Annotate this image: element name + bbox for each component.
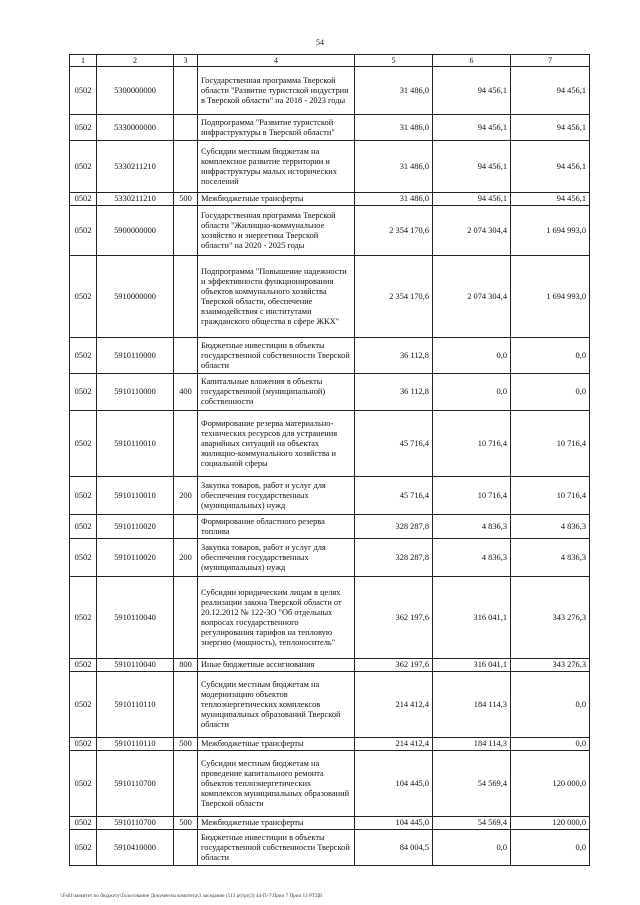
table-header-row: [70, 55, 590, 67]
item-name-cell: Субсидии юридическим лицам в целях реализации закона Тверской области от 20.12.2012 № 122-ЗО "Об отдельных вопросах государственного регулирования тарифов на тепловую энергию (мощность), теплоноситель": [198, 577, 355, 659]
column-header-2: 2: [97, 55, 174, 67]
expense-type-cell: [174, 411, 198, 477]
section-code-cell: 0502: [70, 830, 97, 866]
expense-type-cell: [174, 577, 198, 659]
section-code-cell: 0502: [70, 141, 97, 193]
item-name-cell: Государственная программа Тверской области "Жилищно-коммунальное хозяйство и энергетика Тверской области" на 2020 - 2025 годы: [198, 206, 355, 256]
section-code-cell: 0502: [70, 67, 97, 115]
item-name-cell: Бюджетные инвестиции в объекты государственной собственности Тверской области: [198, 338, 355, 374]
item-name-cell: Межбюджетные трансферты: [198, 817, 355, 830]
expense-type-cell: [174, 338, 198, 374]
budget-table: [69, 54, 590, 866]
item-name-cell: Межбюджетные трансферты: [198, 738, 355, 751]
table-row: [70, 817, 590, 830]
section-code-cell: 0502: [70, 751, 97, 817]
target-article-cell: 5910410000: [97, 830, 174, 866]
section-code-cell: 0502: [70, 515, 97, 539]
table-row: [70, 672, 590, 738]
table-row: [70, 374, 590, 411]
item-name-cell: Формирование областного резерва топлива: [198, 515, 355, 539]
section-code-cell: 0502: [70, 193, 97, 206]
target-article-cell: 5910110000: [97, 374, 174, 411]
column-header-6: 6: [433, 55, 511, 67]
item-name-cell: Субсидии местным бюджетам на проведение капитального ремонта объектов теплоэнергетических комплексов муниципальных образований Тверской области: [198, 751, 355, 817]
item-name-cell: Субсидии местным бюджетам на комплексное развитие территории и инфраструктуры малых исторических поселений: [198, 141, 355, 193]
column-header-5: 5: [355, 55, 433, 67]
target-article-cell: 5910110020: [97, 539, 174, 577]
table-row: [70, 206, 590, 256]
amount-year-3-cell: 4 836,3: [511, 539, 590, 577]
amount-year-2-cell: 94 456,1: [433, 141, 511, 193]
amount-year-1-cell: 328 287,8: [355, 515, 433, 539]
target-article-cell: 5910110700: [97, 751, 174, 817]
table-row: [70, 515, 590, 539]
amount-year-2-cell: 10 716,4: [433, 411, 511, 477]
table-row: [70, 477, 590, 515]
expense-type-cell: 400: [174, 374, 198, 411]
expense-type-cell: [174, 256, 198, 338]
section-code-cell: 0502: [70, 206, 97, 256]
amount-year-3-cell: 0,0: [511, 830, 590, 866]
amount-year-3-cell: 120 000,0: [511, 751, 590, 817]
section-code-cell: 0502: [70, 338, 97, 374]
amount-year-2-cell: 94 456,1: [433, 193, 511, 206]
target-article-cell: 5910110040: [97, 659, 174, 672]
amount-year-2-cell: 0,0: [433, 338, 511, 374]
amount-year-1-cell: 84 004,5: [355, 830, 433, 866]
amount-year-1-cell: 362 197,6: [355, 659, 433, 672]
amount-year-3-cell: 94 456,1: [511, 193, 590, 206]
table-row: [70, 141, 590, 193]
table-row: [70, 67, 590, 115]
amount-year-2-cell: 94 456,1: [433, 67, 511, 115]
amount-year-3-cell: 94 456,1: [511, 115, 590, 141]
expense-type-cell: [174, 67, 198, 115]
table-row: [70, 115, 590, 141]
amount-year-2-cell: 316 041,1: [433, 659, 511, 672]
section-code-cell: 0502: [70, 738, 97, 751]
expense-type-cell: 200: [174, 477, 198, 515]
file-path-footer: \\Fs01\комитет по бюджету\Голосование Документы комитета\3 заседание (513 pt)\pr(3) 44-П-7\Прил 7 Прил 13 РТЦВ: [60, 894, 323, 899]
table-row: [70, 338, 590, 374]
amount-year-3-cell: 0,0: [511, 338, 590, 374]
column-header-7: 7: [511, 55, 590, 67]
amount-year-3-cell: 1 694 993,0: [511, 206, 590, 256]
amount-year-1-cell: 45 716,4: [355, 477, 433, 515]
table-row: [70, 256, 590, 338]
target-article-cell: 5910110040: [97, 577, 174, 659]
target-article-cell: 5910110700: [97, 817, 174, 830]
section-code-cell: 0502: [70, 411, 97, 477]
target-article-cell: 5300000000: [97, 67, 174, 115]
item-name-cell: Капитальные вложения в объекты государственной (муниципальной) собственности: [198, 374, 355, 411]
expense-type-cell: [174, 672, 198, 738]
target-article-cell: 5910110000: [97, 338, 174, 374]
target-article-cell: 5330000000: [97, 115, 174, 141]
amount-year-3-cell: 0,0: [511, 672, 590, 738]
target-article-cell: 5910110110: [97, 738, 174, 751]
item-name-cell: Формирование резерва материально-технических ресурсов для устранения аварийных ситуаций на объектах жилищно-коммунального хозяйства и социальной сферы: [198, 411, 355, 477]
amount-year-2-cell: 184 114,3: [433, 738, 511, 751]
table-row: [70, 659, 590, 672]
amount-year-2-cell: 2 074 304,4: [433, 206, 511, 256]
amount-year-1-cell: 31 486,0: [355, 193, 433, 206]
section-code-cell: 0502: [70, 477, 97, 515]
amount-year-1-cell: 31 486,0: [355, 141, 433, 193]
amount-year-2-cell: 10 716,4: [433, 477, 511, 515]
expense-type-cell: 500: [174, 817, 198, 830]
amount-year-2-cell: 2 074 304,4: [433, 256, 511, 338]
amount-year-2-cell: 0,0: [433, 830, 511, 866]
amount-year-2-cell: 316 041,1: [433, 577, 511, 659]
target-article-cell: 5900000000: [97, 206, 174, 256]
item-name-cell: Иные бюджетные ассигнования: [198, 659, 355, 672]
section-code-cell: 0502: [70, 374, 97, 411]
expense-type-cell: [174, 515, 198, 539]
amount-year-3-cell: 10 716,4: [511, 411, 590, 477]
expense-type-cell: 500: [174, 193, 198, 206]
amount-year-3-cell: 94 456,1: [511, 67, 590, 115]
amount-year-3-cell: 0,0: [511, 738, 590, 751]
section-code-cell: 0502: [70, 577, 97, 659]
target-article-cell: 5910110110: [97, 672, 174, 738]
target-article-cell: 5330211210: [97, 193, 174, 206]
section-code-cell: 0502: [70, 672, 97, 738]
target-article-cell: 5330211210: [97, 141, 174, 193]
amount-year-2-cell: 54 569,4: [433, 817, 511, 830]
column-header-1: 1: [70, 55, 97, 67]
item-name-cell: Закупка товаров, работ и услуг для обеспечения государственных (муниципальных) нужд: [198, 477, 355, 515]
table-row: [70, 193, 590, 206]
section-code-cell: 0502: [70, 539, 97, 577]
target-article-cell: 5910000000: [97, 256, 174, 338]
amount-year-3-cell: 94 456,1: [511, 141, 590, 193]
table-row: [70, 830, 590, 866]
expense-type-cell: [174, 115, 198, 141]
amount-year-1-cell: 45 716,4: [355, 411, 433, 477]
item-name-cell: Субсидии местным бюджетам на модернизацию объектов теплоэнергетических комплексов муниципальных образований Тверской области: [198, 672, 355, 738]
amount-year-3-cell: 0,0: [511, 374, 590, 411]
item-name-cell: Бюджетные инвестиции в объекты государственной собственности Тверской области: [198, 830, 355, 866]
section-code-cell: 0502: [70, 659, 97, 672]
section-code-cell: 0502: [70, 115, 97, 141]
amount-year-3-cell: 120 000,0: [511, 817, 590, 830]
expense-type-cell: [174, 830, 198, 866]
item-name-cell: Закупка товаров, работ и услуг для обеспечения государственных (муниципальных) нужд: [198, 539, 355, 577]
table-row: [70, 751, 590, 817]
expense-type-cell: 200: [174, 539, 198, 577]
column-header-3: 3: [174, 55, 198, 67]
amount-year-3-cell: 10 716,4: [511, 477, 590, 515]
amount-year-1-cell: 328 287,8: [355, 539, 433, 577]
amount-year-2-cell: 94 456,1: [433, 115, 511, 141]
expense-type-cell: 500: [174, 738, 198, 751]
section-code-cell: 0502: [70, 817, 97, 830]
item-name-cell: Подпрограмма "Повышение надежности и эффективности функционирования объектов коммунального хозяйства Тверской области, обеспечение взаимодействия с институтами гражданского общества в сфере ЖКХ": [198, 256, 355, 338]
amount-year-1-cell: 104 445,0: [355, 751, 433, 817]
amount-year-1-cell: 36 112,8: [355, 338, 433, 374]
amount-year-1-cell: 214 412,4: [355, 672, 433, 738]
expense-type-cell: [174, 206, 198, 256]
table-row: [70, 738, 590, 751]
target-article-cell: 5910110010: [97, 477, 174, 515]
item-name-cell: Государственная программа Тверской области "Развитие туристской индустрии в Тверской области" на 2018 - 2023 годы: [198, 67, 355, 115]
amount-year-2-cell: 184 114,3: [433, 672, 511, 738]
amount-year-2-cell: 4 836,3: [433, 539, 511, 577]
amount-year-1-cell: 362 197,6: [355, 577, 433, 659]
amount-year-1-cell: 31 486,0: [355, 115, 433, 141]
amount-year-3-cell: 4 836,3: [511, 515, 590, 539]
item-name-cell: Подпрограмма "Развитие туристской инфраструктуры в Тверской области": [198, 115, 355, 141]
section-code-cell: 0502: [70, 256, 97, 338]
amount-year-2-cell: 4 836,3: [433, 515, 511, 539]
table-row: [70, 411, 590, 477]
amount-year-2-cell: 0,0: [433, 374, 511, 411]
table-row: [70, 577, 590, 659]
item-name-cell: Межбюджетные трансферты: [198, 193, 355, 206]
target-article-cell: 5910110010: [97, 411, 174, 477]
amount-year-3-cell: 1 694 993,0: [511, 256, 590, 338]
table-row: [70, 539, 590, 577]
expense-type-cell: [174, 141, 198, 193]
amount-year-3-cell: 343 276,3: [511, 659, 590, 672]
amount-year-2-cell: 54 569,4: [433, 751, 511, 817]
expense-type-cell: [174, 751, 198, 817]
amount-year-1-cell: 31 486,0: [355, 67, 433, 115]
target-article-cell: 5910110020: [97, 515, 174, 539]
column-header-4: 4: [198, 55, 355, 67]
amount-year-1-cell: 36 112,8: [355, 374, 433, 411]
amount-year-3-cell: 343 276,3: [511, 577, 590, 659]
amount-year-1-cell: 214 412,4: [355, 738, 433, 751]
amount-year-1-cell: 2 354 170,6: [355, 206, 433, 256]
expense-type-cell: 800: [174, 659, 198, 672]
amount-year-1-cell: 104 445,0: [355, 817, 433, 830]
page-number: 54: [316, 38, 324, 47]
amount-year-1-cell: 2 354 170,6: [355, 256, 433, 338]
